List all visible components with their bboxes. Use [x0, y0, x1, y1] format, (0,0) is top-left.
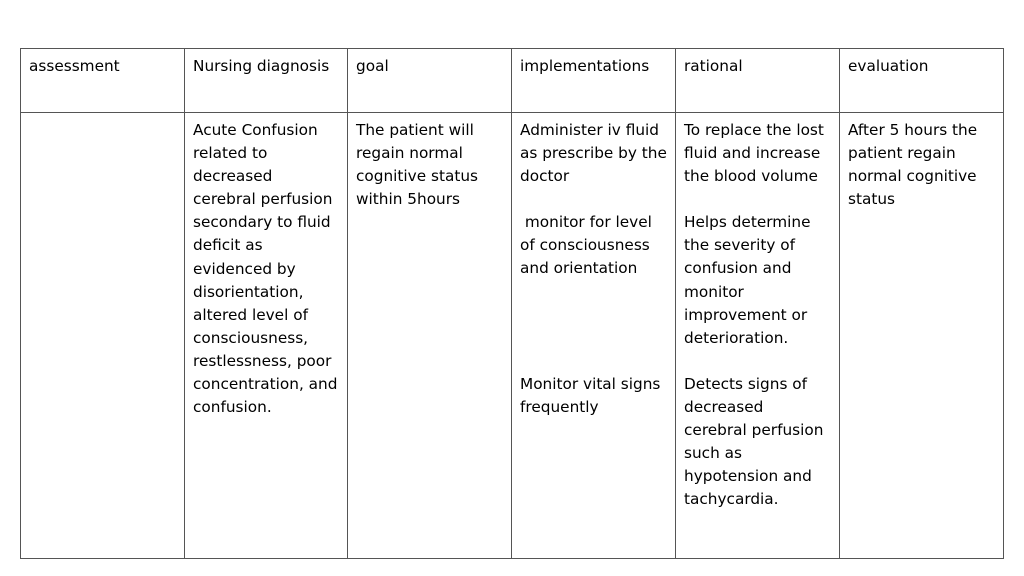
cell-nursing-diagnosis — [185, 113, 348, 559]
header-nursing-diagnosis: Nursing diagnosis — [185, 49, 348, 113]
rationale-item: Helps determine the severity of confusion and monitor improvement or deterioration. — [684, 213, 816, 347]
diagnosis-text: Acute Confusion related to decreased cerebral perfusion secondary to fluid deficit as evidenced by disorientation, altered level of consciousness, restlessness, poor concentration, and confusion. — [193, 121, 343, 417]
rationale-item: Detects signs of decreased cerebral perfusion such as hypotension and tachycardia. — [684, 374, 829, 509]
table-row — [21, 113, 1004, 559]
header-implementations: implementations — [512, 49, 676, 113]
cell-evaluation — [840, 113, 1004, 559]
goal-text: The patient will regain normal cognitive status within 5hours — [356, 121, 483, 209]
implementation-item: Administer iv fluid as prescribe by the doctor — [520, 121, 672, 186]
header-goal: goal — [348, 49, 512, 113]
evaluation-text: After 5 hours the patient regain normal cognitive status — [848, 121, 983, 209]
cell-implementations — [512, 113, 676, 559]
header-rational: rational — [676, 49, 840, 113]
cell-rational — [676, 113, 840, 559]
implementation-item: Monitor vital signs frequently — [520, 374, 666, 416]
cell-goal — [348, 113, 512, 559]
header-assessment: assessment — [21, 49, 185, 113]
rationale-item: To replace the lost fluid and increase the blood volume — [684, 121, 829, 186]
cell-assessment — [21, 113, 185, 559]
header-evaluation: evaluation — [840, 49, 1004, 113]
nursing-care-plan-table — [20, 48, 1004, 559]
table-header-row — [21, 49, 1004, 113]
implementation-item: monitor for level of consciousness and orientation — [520, 213, 657, 278]
